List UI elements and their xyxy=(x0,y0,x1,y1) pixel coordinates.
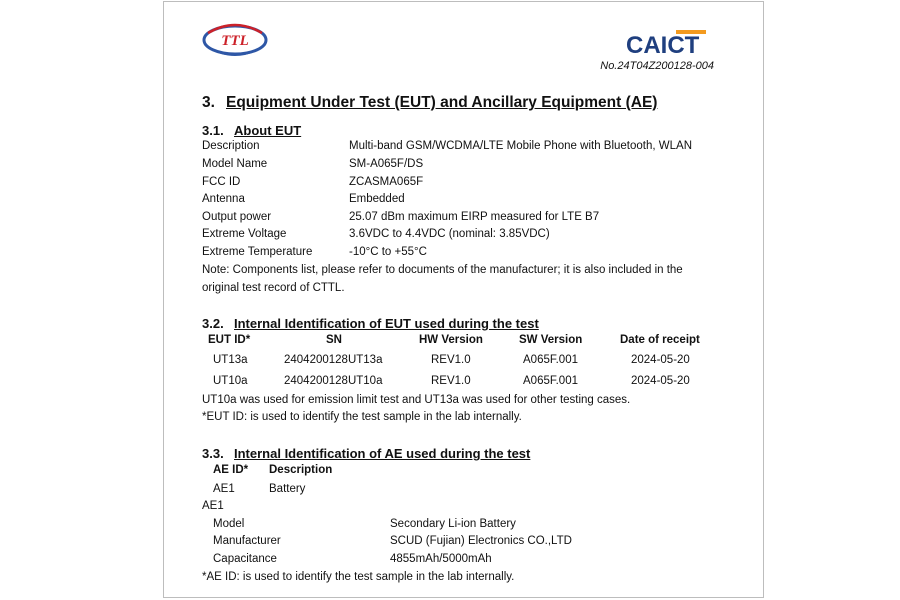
eut-table-row-2-hw: REV1.0 xyxy=(431,375,471,387)
ae-table-header-id: AE ID* xyxy=(213,464,249,476)
ae-table-row-description: Battery xyxy=(269,483,306,495)
eut-value-fcc-id: ZCASMA065F xyxy=(349,176,424,188)
ae-value-model: Secondary Li-ion Battery xyxy=(390,518,516,530)
ae-value-manufacturer: SCUD (Fujian) Electronics CO.,LTD xyxy=(390,535,572,547)
ae-label-model: Model xyxy=(213,518,245,530)
eut-table-row-1-hw: REV1.0 xyxy=(431,354,471,366)
caict-logo xyxy=(626,27,708,57)
section-3-number: 3. xyxy=(202,94,215,111)
eut-table-header-id: EUT ID* xyxy=(208,334,251,346)
document-number: No.24T04Z200128-004 xyxy=(600,60,714,72)
eut-value-model-name: SM-A065F/DS xyxy=(349,158,424,170)
eut-value-extreme-voltage: 3.6VDC to 4.4VDC (nominal: 3.85VDC) xyxy=(349,228,550,240)
eut-label-output-power: Output power xyxy=(202,211,272,223)
eut-value-antenna: Embedded xyxy=(349,193,405,205)
eut-table-header-sn: SN xyxy=(326,334,342,346)
section-3-1-number: 3.1. xyxy=(202,123,224,138)
ae-value-capacitance: 4855mAh/5000mAh xyxy=(390,553,492,565)
ae-table-row-id: AE1 xyxy=(213,483,235,495)
eut-table-row-1-sw: A065F.001 xyxy=(523,354,578,366)
eut-table-header-sw-version: SW Version xyxy=(519,334,583,346)
eut-table-header-date: Date of receipt xyxy=(620,334,700,346)
eut-label-extreme-temperature: Extreme Temperature xyxy=(202,246,313,258)
eut-note-line-2: original test record of CTTL. xyxy=(202,282,345,294)
eut-table-row-2-sw: A065F.001 xyxy=(523,375,578,387)
section-3-3-title: Internal Identification of AE used during the test xyxy=(234,446,531,461)
section-3-2-title: Internal Identification of EUT used during the test xyxy=(234,316,539,331)
eut-label-antenna: Antenna xyxy=(202,193,245,205)
eut-table-row-2-date: 2024-05-20 xyxy=(631,375,690,387)
eut-usage-note: UT10a was used for emission limit test and UT13a was used for other testing cases. xyxy=(202,394,631,406)
eut-table-row-2-id: UT10a xyxy=(213,375,248,387)
section-3-2-number: 3.2. xyxy=(202,316,224,331)
caict-logo-text: CAICT xyxy=(626,32,700,57)
ae-table-header-description: Description xyxy=(269,464,333,476)
eut-label-model-name: Model Name xyxy=(202,158,268,170)
document-page xyxy=(163,1,764,598)
eut-table-row-1-sn: 2404200128UT13a xyxy=(284,354,383,366)
ae-id-footnote: *AE ID: is used to identify the test sample in the lab internally. xyxy=(202,571,515,583)
eut-note-line-1: Note: Components list, please refer to documents of the manufacturer; it is also included in the xyxy=(202,264,683,276)
ttl-logo xyxy=(202,19,268,61)
ae-label-capacitance: Capacitance xyxy=(213,553,277,565)
eut-value-extreme-temperature: -10°C to +55°C xyxy=(349,246,427,258)
eut-table-row-1-date: 2024-05-20 xyxy=(631,354,690,366)
ttl-logo-text: TTL xyxy=(221,33,249,49)
eut-id-footnote: *EUT ID: is used to identify the test sample in the lab internally. xyxy=(202,411,522,423)
section-3-3-number: 3.3. xyxy=(202,446,224,461)
eut-label-extreme-voltage: Extreme Voltage xyxy=(202,228,287,240)
eut-label-description: Description xyxy=(202,140,260,152)
eut-table-row-1-id: UT13a xyxy=(213,354,248,366)
ae-group-label: AE1 xyxy=(202,500,224,512)
section-3-title: Equipment Under Test (EUT) and Ancillary Equipment (AE) xyxy=(226,94,658,111)
eut-value-output-power: 25.07 dBm maximum EIRP measured for LTE B7 xyxy=(349,211,600,223)
eut-label-fcc-id: FCC ID xyxy=(202,176,241,188)
eut-value-description: Multi-band GSM/WCDMA/LTE Mobile Phone with Bluetooth, WLAN xyxy=(349,140,692,152)
ae-label-manufacturer: Manufacturer xyxy=(213,535,281,547)
section-3-1-title: About EUT xyxy=(234,123,302,138)
eut-table-header-hw-version: HW Version xyxy=(419,334,483,346)
eut-table-row-2-sn: 2404200128UT10a xyxy=(284,375,383,387)
